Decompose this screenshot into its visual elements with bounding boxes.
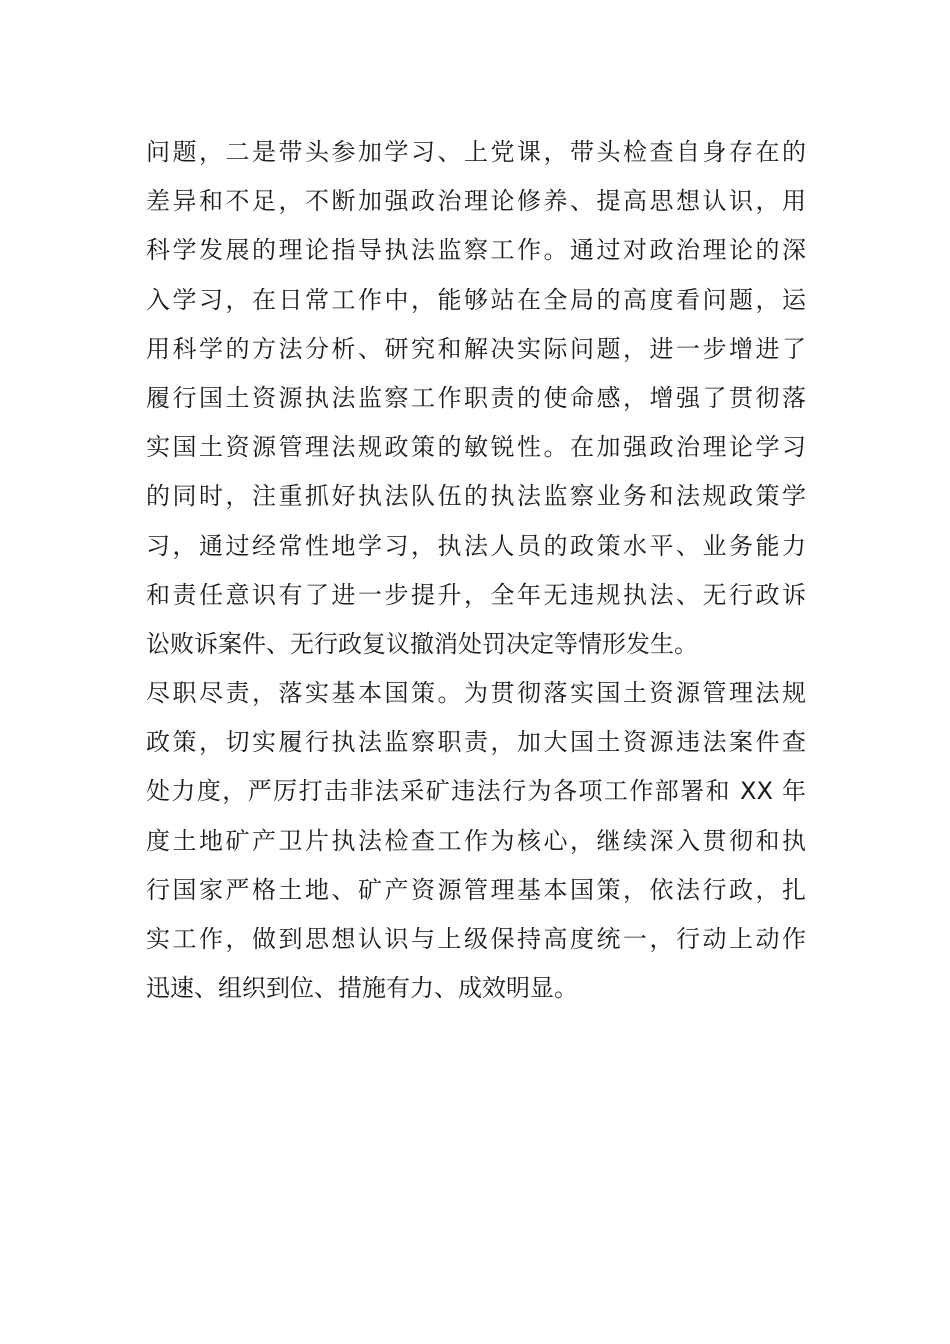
- body-text: [146, 128, 806, 1013]
- text-line: 问题，二是带头参加学习、上党课，带头检查自身存在的: [146, 138, 806, 166]
- text-line: 迅速、组织到位、措施有力、成效明显。: [146, 974, 578, 1003]
- text-line: 和责任意识有了进一步提升，全年无违规执法、无行政诉: [146, 580, 806, 609]
- text-line: 习，通过经常性地学习，执法人员的政策水平、业务能力: [146, 531, 806, 560]
- paragraph-2: [146, 669, 806, 1013]
- text-line: 处力度，严厉打击非法采矿违法行为各项工作部署和 XX 年: [146, 777, 806, 806]
- text-line: 实国土资源管理法规政策的敏锐性。在加强政治理论学习: [146, 433, 806, 462]
- text-line: 科学发展的理论指导执法监察工作。通过对政治理论的深: [146, 236, 806, 265]
- text-line: 履行国土资源执法监察工作职责的使命感，增强了贯彻落: [146, 383, 806, 412]
- text-line: 尽职尽责，落实基本国策。为贯彻落实国土资源管理法规: [146, 679, 806, 708]
- text-line: 实工作，做到思想认识与上级保持高度统一，行动上动作: [146, 925, 806, 953]
- text-line: 差异和不足，不断加强政治理论修养、提高思想认识，用: [146, 187, 806, 216]
- text-line: 讼败诉案件、无行政复议撤消处罚决定等情形发生。: [146, 629, 698, 658]
- text-line: 用科学的方法分析、研究和解决实际问题，进一步增进了: [146, 334, 806, 363]
- paragraph-1: [146, 128, 806, 669]
- text-line: 入学习，在日常工作中，能够站在全局的高度看问题，运: [146, 285, 806, 314]
- text-line: 行国家严格土地、矿产资源管理基本国策，依法行政，扎: [146, 875, 806, 904]
- text-line: 度土地矿产卫片执法检查工作为核心，继续深入贯彻和执: [146, 826, 806, 855]
- text-line: 的同时，注重抓好执法队伍的执法监察业务和法规政策学: [146, 482, 806, 511]
- text-line: 政策，切实履行执法监察职责，加大国土资源违法案件查: [146, 728, 806, 757]
